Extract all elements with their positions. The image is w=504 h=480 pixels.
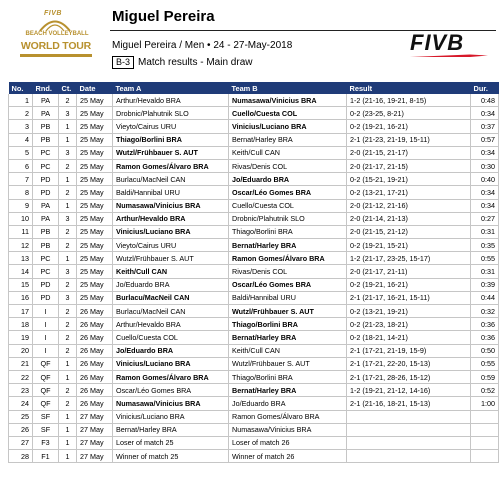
- court-cell: 1: [59, 133, 77, 146]
- fivb-logo-text: FIVB: [410, 30, 465, 55]
- table-row: [9, 186, 499, 199]
- duration-cell: 0:39: [471, 278, 499, 291]
- team-a-cell: Wutzl/Frühbauer S. AUT: [113, 146, 229, 159]
- round-cell: SF: [33, 410, 59, 423]
- round-cell: PB: [33, 120, 59, 133]
- match-number-cell: 18: [9, 318, 33, 331]
- date-cell: 25 May: [77, 107, 113, 120]
- team-b-cell: Bernat/Harley BRA: [229, 133, 347, 146]
- match-number-cell: 2: [9, 107, 33, 120]
- court-cell: 3: [59, 265, 77, 278]
- col-header-team-b: Team B: [229, 82, 347, 94]
- court-cell: 2: [59, 94, 77, 107]
- result-cell: 2-1 (17-21, 21-19, 15-9): [347, 344, 471, 357]
- round-cell: PB: [33, 225, 59, 238]
- round-cell: F3: [33, 436, 59, 449]
- table-row: [9, 159, 499, 172]
- duration-cell: 0:52: [471, 384, 499, 397]
- team-a-cell: Burlacu/MacNeil CAN: [113, 173, 229, 186]
- table-row: [9, 252, 499, 265]
- round-cell: QF: [33, 397, 59, 410]
- round-cell: SF: [33, 423, 59, 436]
- table-row: [9, 318, 499, 331]
- team-b-cell: Keith/Cull CAN: [229, 344, 347, 357]
- duration-cell: 0:35: [471, 239, 499, 252]
- result-cell: 0-2 (13-21, 17-21): [347, 186, 471, 199]
- match-number-cell: 22: [9, 370, 33, 383]
- logo-underline: [20, 54, 92, 57]
- round-cell: PD: [33, 291, 59, 304]
- court-cell: 1: [59, 120, 77, 133]
- table-row: [9, 107, 499, 120]
- date-cell: 25 May: [77, 252, 113, 265]
- duration-cell: 0:34: [471, 186, 499, 199]
- match-number-cell: 28: [9, 450, 33, 463]
- match-number-cell: 14: [9, 265, 33, 278]
- round-cell: PC: [33, 146, 59, 159]
- date-cell: 26 May: [77, 318, 113, 331]
- table-row: [9, 146, 499, 159]
- team-a-cell: Jo/Eduardo BRA: [113, 278, 229, 291]
- team-b-cell: Winner of match 26: [229, 450, 347, 463]
- date-cell: 25 May: [77, 94, 113, 107]
- duration-cell: [471, 423, 499, 436]
- court-cell: 1: [59, 252, 77, 265]
- table-row: [9, 423, 499, 436]
- result-cell: 2-0 (21-17, 21-11): [347, 265, 471, 278]
- result-cell: 2-0 (21-17, 21-15): [347, 159, 471, 172]
- duration-cell: 0:36: [471, 331, 499, 344]
- result-cell: 2-0 (21-12, 21-16): [347, 199, 471, 212]
- table-row: [9, 94, 499, 107]
- result-cell: 2-0 (21-15, 21-12): [347, 225, 471, 238]
- date-cell: 25 May: [77, 186, 113, 199]
- duration-cell: 0:30: [471, 159, 499, 172]
- team-a-cell: Arthur/Hevaldo BRA: [113, 212, 229, 225]
- table-row: [9, 239, 499, 252]
- court-cell: 2: [59, 239, 77, 252]
- table-row: [9, 410, 499, 423]
- report-code: B-3: [112, 56, 134, 69]
- col-header-court: Ct.: [59, 82, 77, 94]
- round-cell: QF: [33, 370, 59, 383]
- result-cell: 0-2 (19-21, 16-21): [347, 278, 471, 291]
- court-cell: 2: [59, 305, 77, 318]
- result-cell: 2-1 (21-23, 21-19, 15-11): [347, 133, 471, 146]
- date-cell: 26 May: [77, 370, 113, 383]
- result-cell: 1-2 (21-17, 23-25, 15-17): [347, 252, 471, 265]
- court-cell: 2: [59, 331, 77, 344]
- team-a-cell: Vieyto/Cairus URU: [113, 239, 229, 252]
- table-row: [9, 331, 499, 344]
- result-cell: 0-2 (19-21, 15-21): [347, 239, 471, 252]
- date-cell: 25 May: [77, 173, 113, 186]
- match-number-cell: 21: [9, 357, 33, 370]
- court-cell: 3: [59, 212, 77, 225]
- result-cell: 0-2 (19-21, 16-21): [347, 120, 471, 133]
- team-b-cell: Vinicius/Luciano BRA: [229, 120, 347, 133]
- duration-cell: 0:37: [471, 120, 499, 133]
- result-cell: 1-2 (19-21, 21-12, 14-16): [347, 384, 471, 397]
- round-cell: QF: [33, 384, 59, 397]
- table-row: [9, 225, 499, 238]
- table-row: [9, 370, 499, 383]
- date-cell: 26 May: [77, 397, 113, 410]
- date-cell: 26 May: [77, 305, 113, 318]
- team-b-cell: Cuello/Cuesta COL: [229, 199, 347, 212]
- result-cell: [347, 423, 471, 436]
- table-row: [9, 305, 499, 318]
- world-tour-logo: [12, 10, 98, 68]
- court-cell: 2: [59, 397, 77, 410]
- table-header-row: [9, 82, 499, 94]
- col-header-no: No.: [9, 82, 33, 94]
- duration-cell: 0:34: [471, 199, 499, 212]
- team-a-cell: Numasawa/Vinicius BRA: [113, 397, 229, 410]
- duration-cell: 0:31: [471, 225, 499, 238]
- match-number-cell: 9: [9, 199, 33, 212]
- date-cell: 26 May: [77, 331, 113, 344]
- team-b-cell: Bernat/Harley BRA: [229, 331, 347, 344]
- team-b-cell: Wutzl/Frühbauer S. AUT: [229, 357, 347, 370]
- table-row: [9, 199, 499, 212]
- duration-cell: 0:55: [471, 357, 499, 370]
- result-cell: [347, 450, 471, 463]
- court-cell: 2: [59, 186, 77, 199]
- table-row: [9, 120, 499, 133]
- date-cell: 25 May: [77, 133, 113, 146]
- fivb-swoosh-icon: [410, 54, 488, 58]
- match-number-cell: 4: [9, 133, 33, 146]
- team-a-cell: Burlacu/MacNeil CAN: [113, 291, 229, 304]
- date-cell: 27 May: [77, 436, 113, 449]
- date-cell: 26 May: [77, 384, 113, 397]
- match-number-cell: 25: [9, 410, 33, 423]
- team-a-cell: Loser of match 25: [113, 436, 229, 449]
- table-row: [9, 357, 499, 370]
- court-cell: 2: [59, 225, 77, 238]
- match-number-cell: 16: [9, 291, 33, 304]
- volleyball-arc-icon: [38, 16, 72, 32]
- duration-cell: [471, 450, 499, 463]
- team-a-cell: Vinicius/Luciano BRA: [113, 225, 229, 238]
- date-cell: 25 May: [77, 199, 113, 212]
- duration-cell: 0:59: [471, 370, 499, 383]
- fivb-logo: [410, 30, 490, 60]
- round-cell: PA: [33, 212, 59, 225]
- team-b-cell: Rivas/Denis COL: [229, 159, 347, 172]
- table-row: [9, 173, 499, 186]
- round-cell: QF: [33, 357, 59, 370]
- match-number-cell: 5: [9, 146, 33, 159]
- duration-cell: 0:48: [471, 94, 499, 107]
- team-b-cell: Bernat/Harley BRA: [229, 384, 347, 397]
- result-cell: 0-2 (13-21, 19-21): [347, 305, 471, 318]
- team-a-cell: Cuello/Cuesta COL: [113, 331, 229, 344]
- match-number-cell: 12: [9, 239, 33, 252]
- duration-cell: 0:40: [471, 173, 499, 186]
- match-number-cell: 17: [9, 305, 33, 318]
- table-row: [9, 384, 499, 397]
- court-cell: 3: [59, 291, 77, 304]
- round-cell: PC: [33, 159, 59, 172]
- result-cell: 0-2 (15-21, 19-21): [347, 173, 471, 186]
- duration-cell: 0:31: [471, 265, 499, 278]
- match-number-cell: 3: [9, 120, 33, 133]
- team-a-cell: Bernat/Harley BRA: [113, 423, 229, 436]
- date-cell: 27 May: [77, 410, 113, 423]
- duration-cell: 0:32: [471, 305, 499, 318]
- duration-cell: 0:55: [471, 252, 499, 265]
- result-cell: 2-1 (21-17, 16-21, 15-11): [347, 291, 471, 304]
- team-b-cell: Oscar/Léo Gomes BRA: [229, 278, 347, 291]
- team-b-cell: Ramon Gomes/Álvaro BRA: [229, 410, 347, 423]
- court-cell: 2: [59, 159, 77, 172]
- court-cell: 3: [59, 146, 77, 159]
- col-header-date: Date: [77, 82, 113, 94]
- round-cell: PB: [33, 133, 59, 146]
- match-number-cell: 8: [9, 186, 33, 199]
- court-cell: 2: [59, 318, 77, 331]
- team-b-cell: Numasawa/Vinicius BRA: [229, 94, 347, 107]
- table-row: [9, 278, 499, 291]
- match-number-cell: 23: [9, 384, 33, 397]
- match-number-cell: 15: [9, 278, 33, 291]
- court-cell: 1: [59, 173, 77, 186]
- team-a-cell: Thiago/Borlini BRA: [113, 133, 229, 146]
- date-cell: 25 May: [77, 265, 113, 278]
- result-cell: 1-2 (21-16, 19-21, 8-15): [347, 94, 471, 107]
- duration-cell: [471, 436, 499, 449]
- team-a-cell: Vieyto/Cairus URU: [113, 120, 229, 133]
- team-a-cell: Arthur/Hevaldo BRA: [113, 94, 229, 107]
- result-cell: 0-2 (21-23, 18-21): [347, 318, 471, 331]
- date-cell: 25 May: [77, 159, 113, 172]
- col-header-team-a: Team A: [113, 82, 229, 94]
- match-number-cell: 19: [9, 331, 33, 344]
- date-cell: 25 May: [77, 291, 113, 304]
- table-row: [9, 397, 499, 410]
- court-cell: 3: [59, 107, 77, 120]
- duration-cell: 0:34: [471, 107, 499, 120]
- round-cell: PC: [33, 252, 59, 265]
- duration-cell: 0:50: [471, 344, 499, 357]
- round-cell: F1: [33, 450, 59, 463]
- round-cell: PA: [33, 107, 59, 120]
- match-number-cell: 1: [9, 94, 33, 107]
- team-a-cell: Vinicius/Luciano BRA: [113, 410, 229, 423]
- match-number-cell: 11: [9, 225, 33, 238]
- court-cell: 2: [59, 278, 77, 291]
- date-cell: 25 May: [77, 120, 113, 133]
- team-b-cell: Cuello/Cuesta COL: [229, 107, 347, 120]
- date-cell: 26 May: [77, 344, 113, 357]
- team-a-cell: Ramon Gomes/Álvaro BRA: [113, 159, 229, 172]
- round-cell: PB: [33, 239, 59, 252]
- team-a-cell: Wutzl/Frühbauer S. AUT: [113, 252, 229, 265]
- round-cell: I: [33, 344, 59, 357]
- team-a-cell: Drobnic/Plahutnik SLO: [113, 107, 229, 120]
- team-b-cell: Rivas/Denis COL: [229, 265, 347, 278]
- team-a-cell: Arthur/Hevaldo BRA: [113, 318, 229, 331]
- court-cell: 1: [59, 410, 77, 423]
- date-cell: 25 May: [77, 212, 113, 225]
- round-cell: PD: [33, 278, 59, 291]
- team-b-cell: Jo/Eduardo BRA: [229, 397, 347, 410]
- team-a-cell: Oscar/Léo Gomes BRA: [113, 384, 229, 397]
- match-number-cell: 26: [9, 423, 33, 436]
- result-cell: 2-1 (17-21, 28-26, 15-12): [347, 370, 471, 383]
- result-cell: [347, 410, 471, 423]
- team-b-cell: Bernat/Harley BRA: [229, 239, 347, 252]
- team-b-cell: Baldi/Hannibal URU: [229, 291, 347, 304]
- duration-cell: 1:00: [471, 397, 499, 410]
- team-b-cell: Ramon Gomes/Álvaro BRA: [229, 252, 347, 265]
- team-b-cell: Numasawa/Vinicius BRA: [229, 423, 347, 436]
- date-cell: 25 May: [77, 225, 113, 238]
- result-cell: 0-2 (23-25, 8-21): [347, 107, 471, 120]
- match-number-cell: 27: [9, 436, 33, 449]
- team-a-cell: Burlacu/MacNeil CAN: [113, 305, 229, 318]
- duration-cell: 0:57: [471, 133, 499, 146]
- col-header-result: Result: [347, 82, 471, 94]
- team-b-cell: Loser of match 26: [229, 436, 347, 449]
- round-cell: PA: [33, 94, 59, 107]
- result-cell: 2-0 (21-14, 21-13): [347, 212, 471, 225]
- result-cell: 2-1 (17-21, 22-20, 15-13): [347, 357, 471, 370]
- court-cell: 1: [59, 357, 77, 370]
- table-row: [9, 133, 499, 146]
- match-results-table: [8, 82, 499, 463]
- team-b-cell: Thiago/Borlini BRA: [229, 370, 347, 383]
- date-cell: 26 May: [77, 357, 113, 370]
- table-row: [9, 291, 499, 304]
- event-subtitle: Miguel Pereira / Men • 24 - 27-May-2018: [112, 40, 293, 51]
- table-row: [9, 265, 499, 278]
- match-number-cell: 6: [9, 159, 33, 172]
- court-cell: 1: [59, 436, 77, 449]
- page-header: [0, 0, 504, 88]
- round-cell: PC: [33, 265, 59, 278]
- result-cell: 2-0 (21-15, 21-17): [347, 146, 471, 159]
- team-a-cell: Baldi/Hannibal URU: [113, 186, 229, 199]
- team-a-cell: Ramon Gomes/Álvaro BRA: [113, 370, 229, 383]
- match-number-cell: 10: [9, 212, 33, 225]
- result-cell: 0-2 (18-21, 14-21): [347, 331, 471, 344]
- court-cell: 2: [59, 384, 77, 397]
- col-header-round: Rnd.: [33, 82, 59, 94]
- round-cell: PA: [33, 199, 59, 212]
- duration-cell: 0:34: [471, 146, 499, 159]
- team-b-cell: Jo/Eduardo BRA: [229, 173, 347, 186]
- duration-cell: 0:44: [471, 291, 499, 304]
- team-b-cell: Wutzl/Frühbauer S. AUT: [229, 305, 347, 318]
- date-cell: 25 May: [77, 278, 113, 291]
- team-b-cell: Drobnic/Plahutnik SLO: [229, 212, 347, 225]
- team-b-cell: Keith/Cull CAN: [229, 146, 347, 159]
- logo-world-tour-text: WORLD TOUR: [20, 40, 92, 52]
- date-cell: 27 May: [77, 423, 113, 436]
- duration-cell: 0:27: [471, 212, 499, 225]
- match-number-cell: 7: [9, 173, 33, 186]
- match-number-cell: 24: [9, 397, 33, 410]
- team-b-cell: Oscar/Léo Gomes BRA: [229, 186, 347, 199]
- date-cell: 27 May: [77, 450, 113, 463]
- team-b-cell: Thiago/Borlini BRA: [229, 225, 347, 238]
- table-row: [9, 212, 499, 225]
- table-row: [9, 436, 499, 449]
- round-cell: PD: [33, 173, 59, 186]
- duration-cell: 0:36: [471, 318, 499, 331]
- col-header-duration: Dur.: [471, 82, 499, 94]
- court-cell: 1: [59, 199, 77, 212]
- court-cell: 1: [59, 450, 77, 463]
- logo-beach-volleyball-text: BEACH VOLLEYBALL: [25, 31, 89, 37]
- page-title: Miguel Pereira: [112, 8, 215, 25]
- team-a-cell: Winner of match 25: [113, 450, 229, 463]
- duration-cell: [471, 410, 499, 423]
- court-cell: 1: [59, 370, 77, 383]
- result-cell: [347, 436, 471, 449]
- match-number-cell: 20: [9, 344, 33, 357]
- report-description: Match results - Main draw: [138, 57, 253, 68]
- court-cell: 2: [59, 344, 77, 357]
- table-body: [9, 94, 499, 463]
- date-cell: 25 May: [77, 239, 113, 252]
- match-number-cell: 13: [9, 252, 33, 265]
- team-a-cell: Keith/Cull CAN: [113, 265, 229, 278]
- table-row: [9, 344, 499, 357]
- round-cell: I: [33, 331, 59, 344]
- team-b-cell: Thiago/Borlini BRA: [229, 318, 347, 331]
- team-a-cell: Vinicius/Luciano BRA: [113, 357, 229, 370]
- round-cell: I: [33, 305, 59, 318]
- table-row: [9, 450, 499, 463]
- team-a-cell: Jo/Eduardo BRA: [113, 344, 229, 357]
- date-cell: 25 May: [77, 146, 113, 159]
- logo-fivb-text: FIVB: [44, 10, 62, 17]
- result-cell: 2-1 (21-16, 18-21, 15-13): [347, 397, 471, 410]
- round-cell: PD: [33, 186, 59, 199]
- court-cell: 1: [59, 423, 77, 436]
- team-a-cell: Numasawa/Vinicius BRA: [113, 199, 229, 212]
- round-cell: I: [33, 318, 59, 331]
